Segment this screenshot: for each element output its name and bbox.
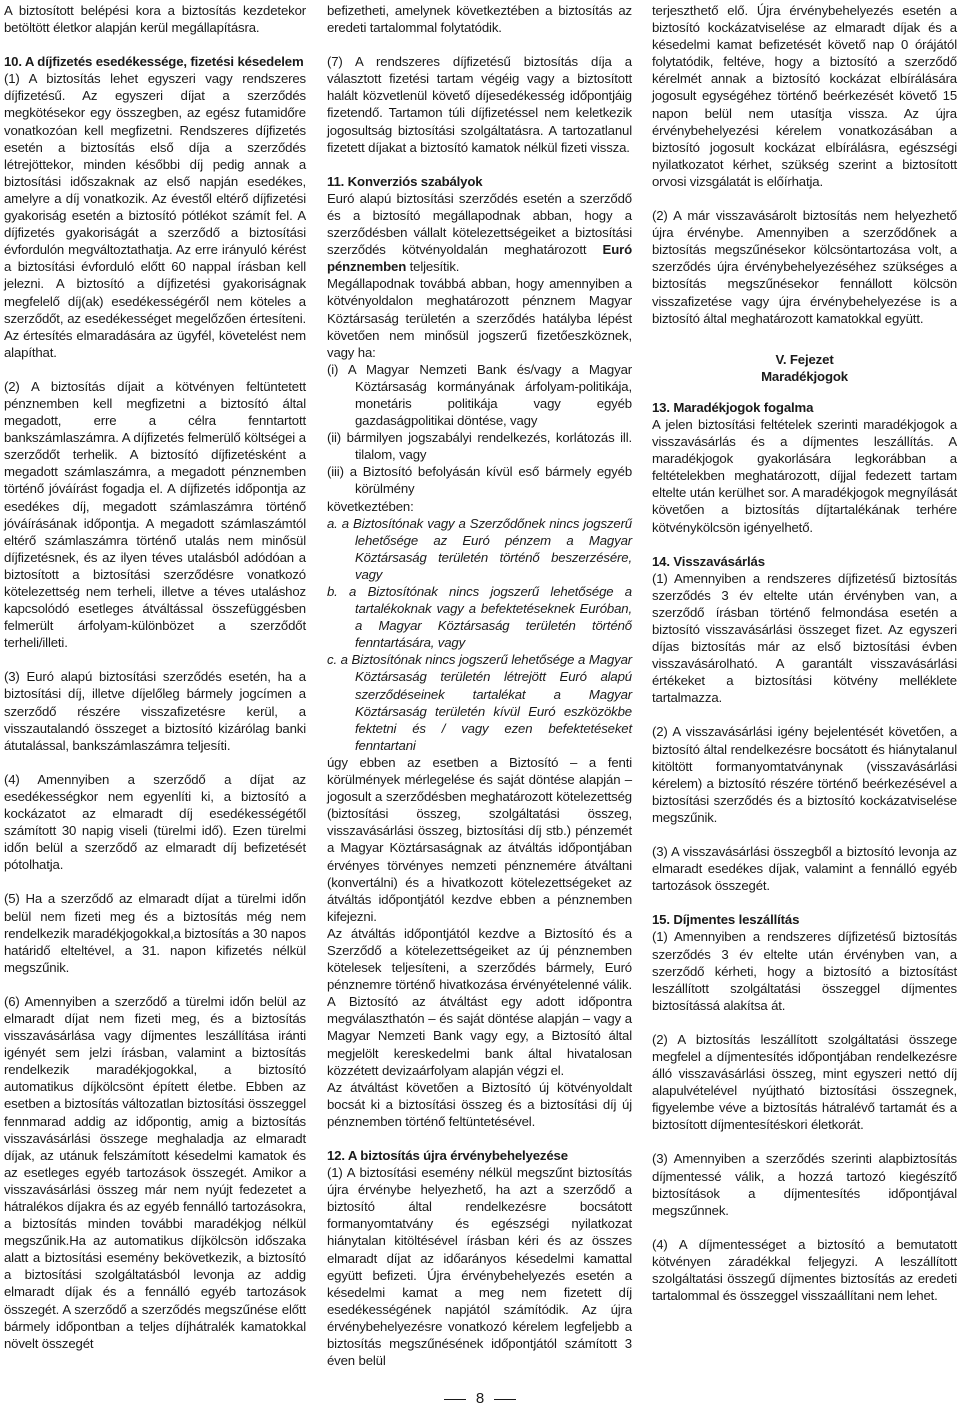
section-15-paragraph-4: (4) A díjmentességet a biztosító a bemutatott kötvényen záradékkal feljegyzi. A leszállított szolgáltatási összegű díjmentes biztosítás az eredeti tartalommal és összeggel visszaállítani nem lehet. — [652, 1236, 957, 1304]
section-15-paragraph-2: (2) A biztosítás leszállított szolgáltatási összege megfelel a díjmentesítés időpontjában rendelkezésre álló visszavásárlási összeg, mint egyszeri nettó díj alapulvételével nyújtható biztosítási összegnek, figyelembe véve a biztosítás hátralévő tartamát és a biztosított díjmentesítéskori életkorát. — [652, 1031, 957, 1133]
footer-dash-right — [494, 1399, 516, 1400]
column-middle — [327, 2, 632, 1369]
section-11-paragraph-2: Megállapodnak továbbá abban, hogy amennyiben a kötvényoldalon meghatározott pénznem Magyar Köztársaság területén a szerződés hatályba lépést követően nem minősül jogszerű fizetőeszköznek, vagy ha: — [327, 276, 632, 360]
section-11-text-a: Euró alapú biztosítási szerződés esetén a szerződő és a biztosító megállapodnak abban, hogy a szerződésben vállalt kötelezettségeiket a biztosítási szerződés kötvényoldalán meghatározott — [327, 190, 632, 258]
section-11-text-c: teljesítik. — [406, 259, 460, 275]
section-12-paragraph-2: (2) A már visszavásárolt biztosítás nem helyezhető újra érvénybe. Amennyiben a szerződőnek a biztosítás megszűnésekor kölcsöntartozása volt, a szerződés újra érvénybehelyezéséhez szükséges a biztosítás megszűnésekor fennállott kölcsön visszafizetése vagy újra érvénybehelyezése is a biztosító által meghatározott kamatokkal együtt. — [652, 208, 957, 326]
chapter-number: V. Fejezet — [775, 351, 834, 367]
page-number: 8 — [475, 1390, 485, 1407]
section-10-paragraph-4: (4) Amennyiben a szerződő a díjat az esedékességkor nem egyenlíti ki, a biztosító a kockázatot az elmaradt díj esedékességétől számított 30 napig viseli (türelmi idő). Ezen türelmi időn belül a szerződő az elmaradt díj befizetését pótolhatja. — [4, 771, 306, 873]
list-item-c: c. a Biztosítónak nincs jogszerű lehetősége a Magyar Köztársaság területén létrejött Euró alapú szerződéseinek tartalékat a Magyar Köztársaság területén kívül Euró eszközökbe fektetni és / vagy ezen befektetéseket fenntartani — [327, 652, 632, 753]
section-10-paragraph-6: (6) Amennyiben a szerződő a türelmi időn belül az elmaradt díjat nem fizeti meg, és a biztosítás visszavásárlása vagy díjmentes leszállítása iránti igényét sem jelzi írásban, valamint a biztosítás rendelkezik maradékjogokkal, a biztosító automatikus díjkölcsönt épített életbe. Ebben az esetben a biztosítás változatlan biztosítási összeggel fennmarad addig az időpontig, amig a biztosítás visszavásárlási összege meghaladja az elmaradt díjak, az utánuk felszámított késedelmi kamatok és az esetleges egyéb tartozások összegét. Amikor a visszavásárlási összeg már nem nyújt fedezetet a hátralékos díjakra és az egyéb fennálló tartozásokra, a biztosítás minden további maradékjog nélkül megszűnik.Ha az automatikus díjkölcsön időszaka alatt a biztosítási esemény bekövetkezik, a biztosító a biztosítási szolgáltatásból levonja az addig elmaradt díjak és a fennálló egyéb tartozások összegét. A szerződő a szerződés megszűnése előtt bármely időpontban a teljes díjhátralék kamatokkal növelt összegét — [4, 993, 306, 1351]
list-item-iii: (iii) a Biztosító befolyásán kívül eső bármely egyéb körülmény — [327, 464, 632, 497]
chapter-heading — [652, 351, 957, 385]
section-13-title: 13. Maradékjogok fogalma — [652, 399, 814, 415]
section-11-paragraph-3: úgy ebben az esetben a Biztosító – a fenti körülmények mérlegelése és saját döntése alapján – jogosult a szerződésben meghatározott kötelezettség (biztosítási összeg, szolgáltatási összeg, visszavásárlási összeg, biztosítási díj stb.) pénzemét a Magyar Köztársaságnak az átváltás időpontjában érvényes törvényes nemzeti pénznemére átváltani (konvertálni) és a hivatkozott kötelezettségeket az átváltás időpontjától kezdve ebben a pénznemben kifejezni. — [327, 754, 632, 924]
chapter-title: Maradékjogok — [761, 368, 848, 384]
section-11-currency: Euró pénznemben — [327, 242, 632, 275]
footer-dash-left — [444, 1399, 466, 1400]
continuation-paragraph-right: terjeszthető elő. Újra érvénybehelyezés esetén a biztosító kockázatviselése az elmaradt díjak és a késedelmi kamat befizetését követő nap 0 órájától folytatódik, feltéve, hogy a biztosító a szerződő kérelmét annak a biztosító kockázat elbírálására jogosult egységéhez történő beérkezését követő 15 napon belül nem utasítja vissza. Az újra érvénybehelyezési kérelem vonatkozásában a biztosító jogosult kockázat elbírálásra, egészségi nyilatkozatot kérhet, szükség szerint a biztosított orvosi vizsgálatát is előírhatja. — [652, 3, 957, 189]
section-14-paragraph-1: (1) Amennyiben a rendszeres díjfizetésű biztosítás szerződés 3 év eltelte után érvényben van, a szerződő írásban történő felmondása esetén a biztosító visszavásárlási összeget fizet. Az egyszeri díjas biztosítás már az első biztosítási évben visszavásárolható. A garantált visszavásárlási értékeket a biztosítási kötvény melléklete tartalmazza. — [652, 570, 957, 706]
section-15-paragraph-1: (1) Amennyiben a rendszeres díjfizetésű biztosítás szerződés 3 év eltelte után érvényben van, a szerződő kérheti, hogy a biztosító a biztosítást leszállított szolgáltatási összeggel díjmentes biztosítássá alakítsa át. — [652, 929, 957, 1013]
kovetkezteben-label: következtében: — [327, 498, 414, 514]
section-12-title: 12. A biztosítás újra érvénybehelyezése — [327, 1148, 568, 1163]
section-14-paragraph-3: (3) A visszavásárlási összegből a biztosító levonja az elmaradt esedékes díjak, valamint a fennálló egyéb tartozások összegét. — [652, 844, 957, 894]
section-10-paragraph-1: (1) A biztosítás lehet egyszeri vagy rendszeres díjfizetésű. Az egyszeri díjat a szerződés megkötésekor egy összegben, az egész futamidőre vonatkozóan kell megfizetni. Rendszeres díjfizetés esetén a biztosítás első díja a szerződés létrejöttekor, minden későbbi díj pedig annak a biztosítási időszaknak az első napján esedékes, amelyre a díj vonatkozik. Az évestől eltérő díjfizetési gyakoriság esetén a biztosító pótlékot számít fel. A díjfizetés gyakoriságát a szerződő a biztosítási évfordulón megváltoztathatja. Az erre irányuló kérést a biztosítási évforduló előtt 60 nappal írásban kell jelezni. A biztosító a díjfizetési gyakoriságnak megfelelő díj(ak) esedékességéről nem köteles a szerződőt, az esedékességet megelőzően értesíteni. Az értesítés elmaradására az ügyfél, követelést nem alapíthat. — [4, 71, 306, 360]
section-13-paragraph-1: A jelen biztosítási feltételek szerinti maradékjogok a visszavásárlás és a díjmentes leszállítás. A maradékjogok gyakorlására legkorábban a feltételekben meghatározott, díjjal fedezett tartam eltelte után kerülhet sor. A maradékjogok megnyílását követően a biztosítás díjtartalékának terhére kötvénykölcsön igényelhető. — [652, 416, 957, 535]
section-14-title: 14. Visszavásárlás — [652, 553, 765, 569]
page-footer — [0, 1390, 960, 1407]
section-15-paragraph-3: (3) Amennyiben a szerződés szerinti alapbiztosítás díjmentessé válik, a hozzá tartozó kiegészítő biztosítások a díjmentesítés időpontjával megszűnnek. — [652, 1151, 957, 1218]
section-10-paragraph-5: (5) Ha a szerződő az elmaradt díjat a türelmi időn belül nem fizeti meg és a biztosítás még nem rendelkezik maradékjogokkal,a biztosítás a 30 napos határidő elteltével, a 31. napon kifizetés nélkül megszűnik. — [4, 891, 306, 975]
list-item-i: (i) A Magyar Nemzeti Bank és/vagy a Magyar Köztársaság kormányának árfolyam-politikája, monetáris politikája vagy egyéb gazdaságpolitikai döntése, vagy — [327, 361, 632, 429]
list-item-b: b. a Biztosítónak nincs jogszerű lehetősége a tartalékoknak vagy a befektetéseknek Euróban, a Magyar Köztársaság területén történő fenntartására, vagy — [327, 584, 632, 651]
section-10-paragraph-7: (7) A rendszeres díjfizetésű biztosítás díja a választott fizetési tartam végéig vagy a biztosított halált közvetlenül követő díjesedékesség időpontjáig fizetendő. Tartamon túli díjfizetéssel nem keletkezik jogosultság biztosítási szolgáltatásra. A tartozatlanul fizetett díjakat a biztosító kamatok nélkül fizeti vissza. — [327, 54, 632, 155]
section-11-paragraph-4: Az átváltás időpontjától kezdve a Biztosító és a Szerződő a kötelezettségeiket az új pénznemben kötelesek teljesíteni, a szerződés bármely, Euró pénznemre történő hivatkozása érvényételenné válik. A Biztosító az átváltást egy adott időpontra megválaszthatón – és saját döntése alapján – vagy a Magyar Nemzeti Bank vagy egy, a Biztosító által megjelölt kereskedelmi bank által hivatalosan közzétett devizaárfolyam alapján végzi el. — [327, 925, 632, 1078]
section-11-paragraph-1 — [327, 190, 632, 275]
section-11-title: 11. Konverziós szabályok — [327, 173, 483, 189]
section-10-paragraph-3: (3) Euró alapú biztosítási szerződés esetén, ha a biztosítási díj, illetve díjelőleg bármely jogcímen a szerződő részére visszafizetésre kerül, a visszautalandó összeget a biztosító kizárólag banki átutalással, bankszámlaszámra teljesíti. — [4, 669, 306, 753]
section-14-paragraph-2: (2) A visszavásárlási igény bejelentését követően, a biztosító által rendelkezésre bocsátott és hiánytalanul kitöltött formanyomtatványnak (visszavásárlási kérelem) a biztosító részére történő beérkezésével a biztosítási szerződés és a biztosító kockázatviselése megszűnik. — [652, 724, 957, 825]
section-10-paragraph-2: (2) A biztosítás díjait a kötvényen feltüntetett pénznemben kell megfizetni a biztosító által megadott, erre a célra fenntartott bankszámlaszámra. A díjfizetés felmerülő költségei a szerződőt terhelik. A biztosító díjfizetésként a megadott számlaszámra, a megadott pénznemben történő jóváírást fogadja el. A díjfizetés időpontja az esedékes díj, megadott számlaszámra történő jóváírásának időpontja. A megadott számlaszámtól eltérő számlaszámra történő utalás nem minősül díjfizetésnek, és az ilyen téves utalásból adódóan a biztosított a biztosítási szerződésre vonatkozó kötelezettség nem terheli, illetve a téves utaláshoz kapcsolódó esetleges átváltással összefüggésben felmerült árfolyam-különbözet a szerződőt terheli/illeti. — [4, 378, 306, 651]
section-11-paragraph-5: Az átváltást követően a Biztosító új kötvényoldalt bocsát ki a biztosítási összeg és a biztosítási díj új pénznemben történő feltüntetésével. — [327, 1079, 632, 1129]
column-right — [652, 2, 957, 1304]
column-left — [4, 2, 306, 1352]
list-item-a: a. a Biztosítónak vagy a Szerződőnek nincs jogszerű lehetősége az Euró pénzem a Magyar Köztársaság területén történő beszerzésére, vagy — [327, 515, 632, 582]
continuation-paragraph: befizetheti, amelynek következtében a biztosítás az eredeti tartalommal folytatódik. — [327, 3, 632, 36]
list-item-ii: (ii) bármilyen jogszabályi rendelkezés, korlátozás ill. tilalom, vagy — [327, 430, 632, 463]
section-10-title: 10. A díjfizetés esedékessége, fizetési késedelem — [4, 54, 304, 70]
section-12-paragraph-1: (1) A biztosítási esemény nélkül megszűnt biztosítás újra érvénybe helyezhető, ha azt a szerződő a biztosító által rendelkezésre bocsátott formanyomtatvány és egészségi nyilatkozat hiánytalan kitöltésével írásban kéri és az összes elmaradt díjat az időarányos késedelmi kamattal együtt befizeti. Újra érvénybehelyezés esetén a késedelmi kamat a meg nem fizetett díj esedékességének napjától számítódik. Az újra érvénybehelyezésre vonatkozó kérelem legfeljebb a biztosítás megszűnésének időpontjától számított 3 éven belül — [327, 1165, 632, 1369]
intro-paragraph: A biztosított belépési kora a biztosítás kezdetekor betöltött életkor alapján kerül megállapításra. — [4, 3, 306, 36]
section-15-title: 15. Díjmentes leszállítás — [652, 912, 800, 928]
